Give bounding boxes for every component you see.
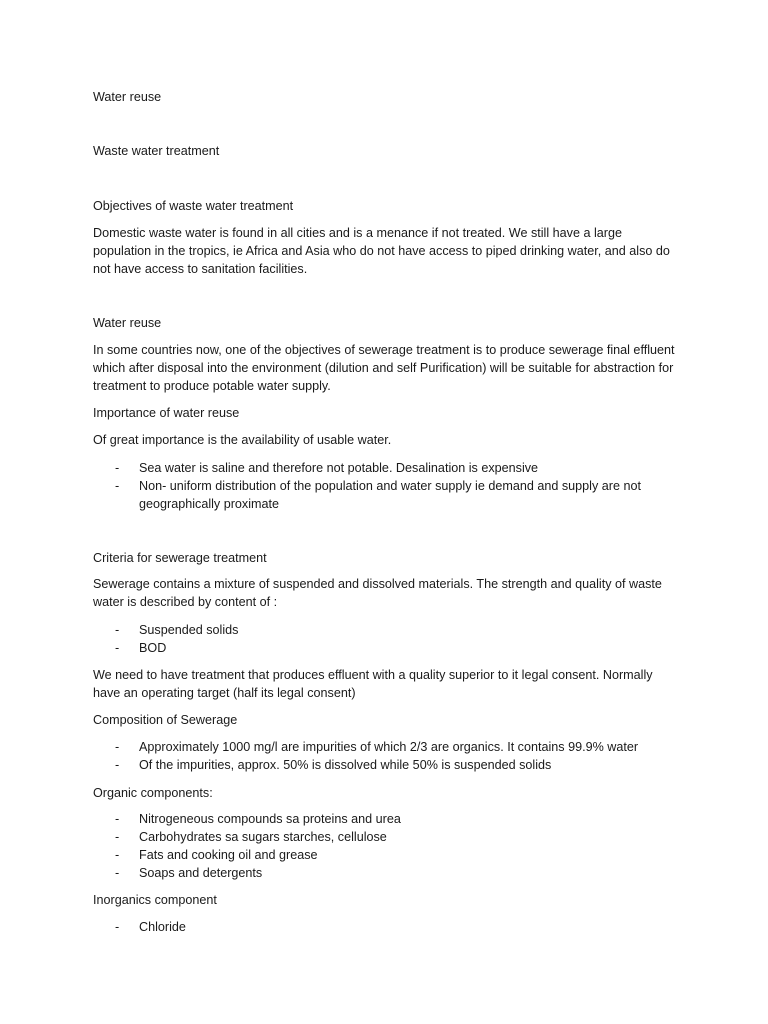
bullet-dash: - bbox=[115, 758, 120, 772]
heading-water-reuse: Water reuse bbox=[93, 90, 162, 104]
list-criteria bbox=[93, 621, 693, 657]
list-item bbox=[93, 828, 693, 846]
list-item bbox=[93, 621, 693, 639]
list-organic bbox=[93, 810, 693, 882]
bullet-dash: - bbox=[115, 812, 120, 826]
list-item-text: Approximately 1000 mg/l are impurities of which 2/3 are organics. It contains 99.9% water bbox=[139, 740, 639, 754]
list-inorganic bbox=[93, 918, 693, 936]
heading-organic: Organic components: bbox=[93, 786, 213, 800]
paragraph-objectives: Domestic waste water is found in all cities and is a menance if not treated. We still have a large population in the tropics, ie Africa and Asia who do not have access to piped drinking water, and also do not have access to sanitation facilities. bbox=[93, 226, 670, 276]
list-item bbox=[93, 639, 693, 657]
heading-criteria: Criteria for sewerage treatment bbox=[93, 551, 267, 565]
bullet-dash: - bbox=[115, 623, 120, 637]
bullet-dash: - bbox=[115, 641, 120, 655]
heading-waste-water-treatment: Waste water treatment bbox=[93, 144, 220, 158]
list-item bbox=[93, 810, 693, 828]
list-item bbox=[93, 846, 693, 864]
list-composition bbox=[93, 738, 693, 774]
paragraph-importance: Of great importance is the availability of usable water. bbox=[93, 433, 392, 447]
list-item-text: Non- uniform distribution of the population and water supply ie demand and supply are not geographically proximate bbox=[139, 479, 641, 511]
paragraph-criteria: Sewerage contains a mixture of suspended and dissolved materials. The strength and quality of waste water is described by content of : bbox=[93, 577, 662, 609]
list-importance bbox=[93, 459, 693, 513]
list-item bbox=[93, 756, 693, 774]
list-item bbox=[93, 738, 693, 756]
list-item-text: Soaps and detergents bbox=[139, 866, 263, 880]
heading-importance: Importance of water reuse bbox=[93, 406, 240, 420]
list-item-text: Chloride bbox=[139, 920, 186, 934]
list-item-text: Suspended solids bbox=[139, 623, 239, 637]
list-item-text: Carbohydrates sa sugars starches, cellulose bbox=[139, 830, 387, 844]
list-item bbox=[93, 477, 693, 513]
bullet-dash: - bbox=[115, 830, 120, 844]
heading-inorganic: Inorganics component bbox=[93, 893, 217, 907]
list-item bbox=[93, 864, 693, 882]
bullet-dash: - bbox=[115, 920, 120, 934]
paragraph-criteria-target: We need to have treatment that produces effluent with a quality superior to it legal consent. Normally have an operating target (half its legal consent) bbox=[93, 668, 653, 700]
bullet-dash: - bbox=[115, 866, 120, 880]
list-item-text: Of the impurities, approx. 50% is dissolved while 50% is suspended solids bbox=[139, 758, 552, 772]
list-item-text: BOD bbox=[139, 641, 167, 655]
bullet-dash: - bbox=[115, 479, 120, 493]
paragraph-water-reuse: In some countries now, one of the objectives of sewerage treatment is to produce sewerage final effluent which after disposal into the environment (dilution and self Purification) will be suitable for abstraction for treatment to produce potable water supply. bbox=[93, 343, 675, 393]
heading-objectives: Objectives of waste water treatment bbox=[93, 199, 294, 213]
list-item-text: Sea water is saline and therefore not potable. Desalination is expensive bbox=[139, 461, 539, 475]
bullet-dash: - bbox=[115, 461, 120, 475]
list-item-text: Fats and cooking oil and grease bbox=[139, 848, 318, 862]
bullet-dash: - bbox=[115, 740, 120, 754]
heading-composition: Composition of Sewerage bbox=[93, 713, 238, 727]
heading-water-reuse-section: Water reuse bbox=[93, 316, 162, 330]
list-item-text: Nitrogeneous compounds sa proteins and urea bbox=[139, 812, 401, 826]
list-item bbox=[93, 459, 693, 477]
list-item bbox=[93, 918, 693, 936]
bullet-dash: - bbox=[115, 848, 120, 862]
